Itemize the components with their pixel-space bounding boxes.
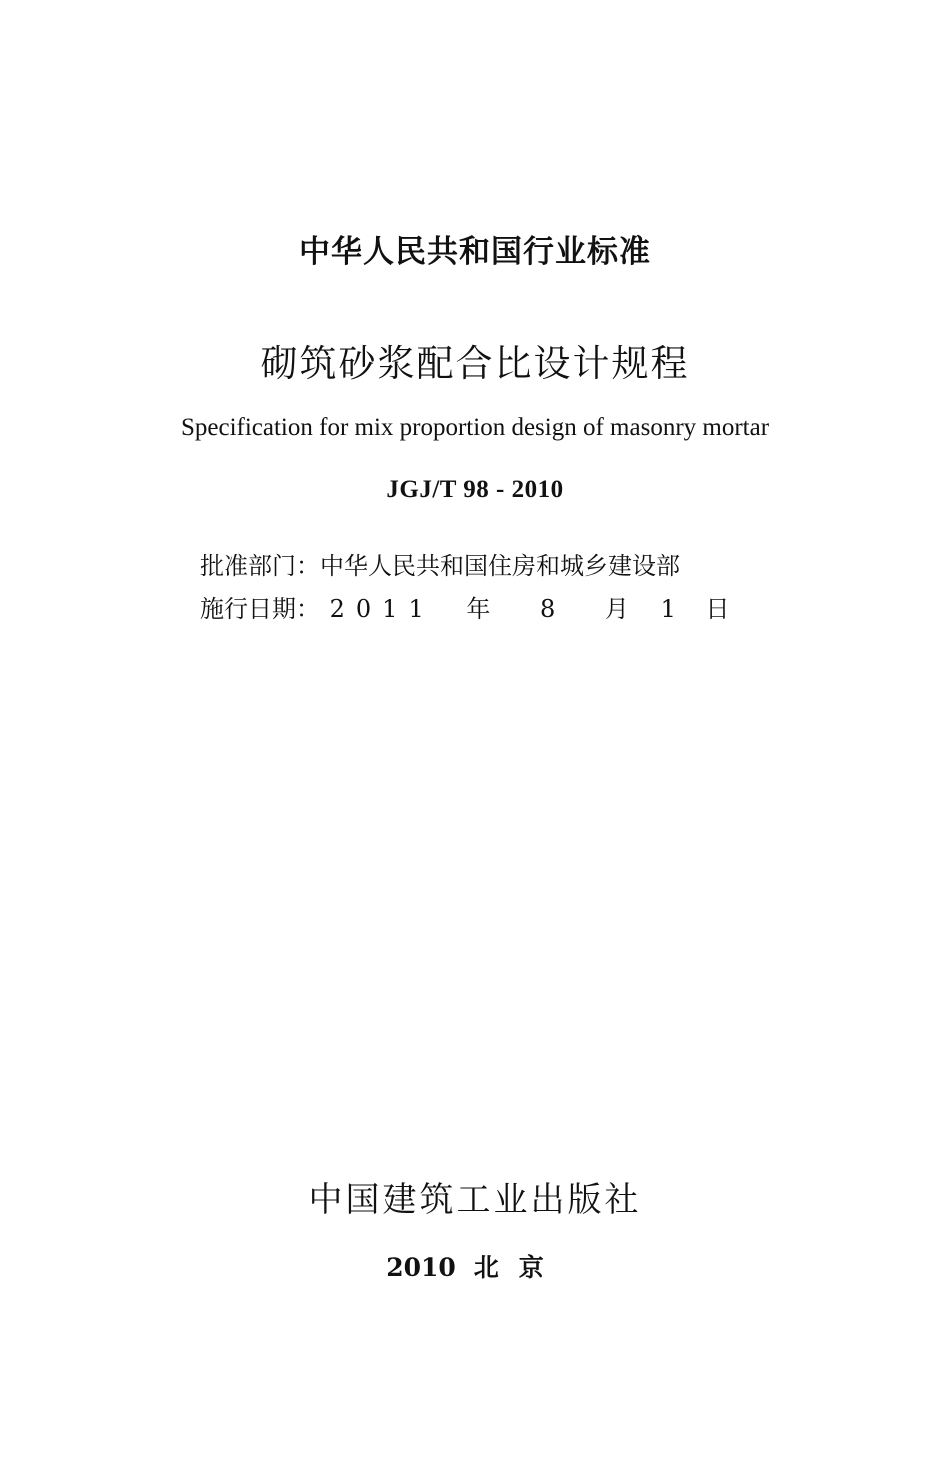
effective-day-unit: 日 bbox=[705, 595, 730, 623]
effective-year: 2011 bbox=[329, 595, 435, 623]
effective-month: 8 bbox=[540, 595, 556, 623]
standard-type-heading: 中华人民共和国行业标准 bbox=[299, 234, 651, 270]
effective-year-unit: 年 bbox=[466, 595, 491, 623]
publication-year: 2010 bbox=[386, 1253, 456, 1282]
publication-city: 北京 bbox=[473, 1253, 564, 1282]
publisher-name: 中国建筑工业出版社 bbox=[308, 1180, 642, 1220]
publication-info bbox=[0, 1248, 950, 1284]
effective-month-unit: 月 bbox=[604, 595, 629, 623]
effective-day: 1 bbox=[660, 595, 676, 623]
approval-label: 批准部门： bbox=[200, 552, 320, 580]
standard-code: JGJ/T 98 - 2010 bbox=[386, 476, 564, 503]
effective-date-line bbox=[200, 589, 729, 624]
approval-authority-line bbox=[200, 546, 680, 581]
title-english: Specification for mix proportion design of masonry mortar bbox=[180, 414, 770, 441]
approval-value: 中华人民共和国住房和城乡建设部 bbox=[320, 552, 680, 580]
title-chinese: 砌筑砂浆配合比设计规程 bbox=[260, 342, 690, 385]
effective-date-label: 施行日期： bbox=[200, 595, 320, 623]
